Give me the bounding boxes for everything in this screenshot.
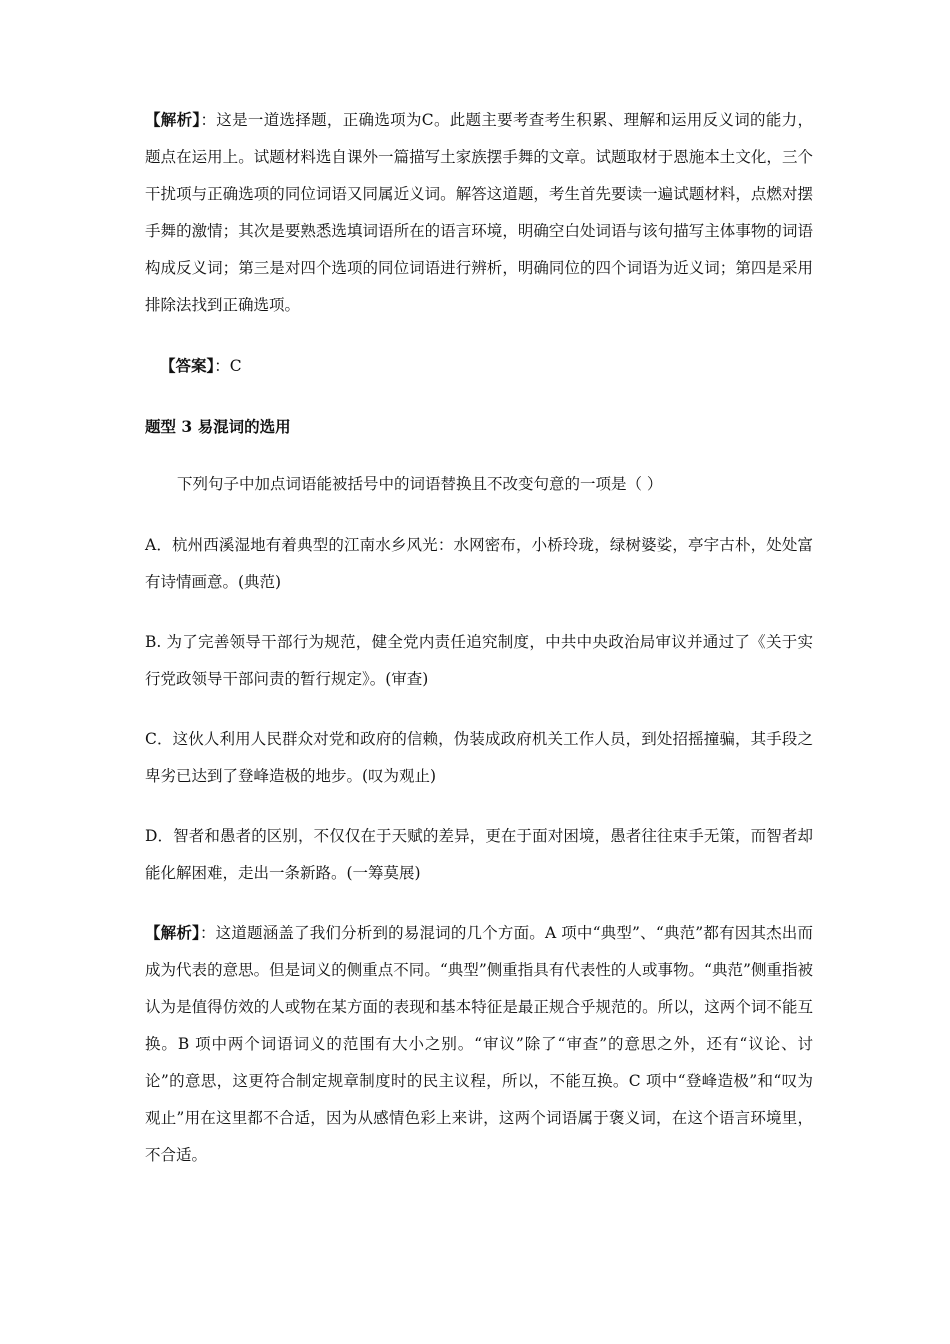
answer-label: 【答案】 xyxy=(160,356,215,375)
analysis-text-1: ：这是一道选择题，正确选项为C。此题主要考查考生积累、理解和运用反义词的能力，题点在运用上。试题材料选自课外一篇描写土家族摆手舞的文章。试题取材于恩施本土文化，三个干扰项与正确选项的同位词语又同属近义词。解答这道题，考生首先要读一遍试题材料，点燃对摆手舞的激情；其次是要熟悉选填词语所在的语言环境，明确空白处词语与该句描写主体事物的词语构成反义词；第三是对四个选项的同位词语进行辨析，明确同位的四个词语为近义词；第四是采用排除法找到正确选项。 xyxy=(145,111,813,314)
option-b: B. 为了完善领导干部行为规范，健全党内责任追究制度，中共中央政治局审议并通过了《关于实行党政领导干部问责的暂行规定》。(审查) xyxy=(145,633,813,688)
section-heading: 题型 3 易混词的选用 xyxy=(145,417,291,436)
answer-value: ：C xyxy=(214,357,242,375)
option-d: D．智者和愚者的区别，不仅仅在于天赋的差异，更在于面对困境，愚者往往束手无策，而智者却能化解困难，走出一条新路。(一筹莫展) xyxy=(145,827,813,882)
analysis-label-2: 【解析】 xyxy=(145,923,200,942)
analysis-paragraph-2 xyxy=(145,914,813,1174)
option-a: A．杭州西溪湿地有着典型的江南水乡风光：水网密布，小桥玲珑，绿树婆娑，亭宇古朴，处处富有诗情画意。(典范) xyxy=(145,536,813,591)
answer-line xyxy=(160,347,828,385)
analysis-paragraph-1 xyxy=(145,101,813,324)
option-c: C．这伙人利用人民群众对党和政府的信赖，伪装成政府机关工作人员，到处招摇撞骗，其手段之卑劣已达到了登峰造极的地步。(叹为观止) xyxy=(145,730,813,785)
analysis-label-1: 【解析】 xyxy=(145,110,201,129)
question-prompt: 下列句子中加点词语能被括号中的词语替换且不改变句意的一项是（ ） xyxy=(177,475,663,493)
analysis-text-2: ：这道题涵盖了我们分析到的易混词的几个方面。A 项中“典型”、“典范”都有因其杰出而成为代表的意思。但是词义的侧重点不同。“典型”侧重指具有代表性的人或事物。“典范”侧重指被认为是值得仿效的人或物在某方面的表现和基本特征是最正规合乎规范的。所以，这两个词不能互换。B 项中两个词语词义的范围有大小之别。“审议”除了“审查”的意思之外，还有“议论、讨论”的意思，这更符合制定规章制度时的民主议程，所以，不能互换。C 项中“登峰造极”和“叹为观止”用在这里都不合适，因为从感情色彩上来讲，这两个词语属于褒义词，在这个语言环境里，不合适。 xyxy=(145,924,813,1164)
